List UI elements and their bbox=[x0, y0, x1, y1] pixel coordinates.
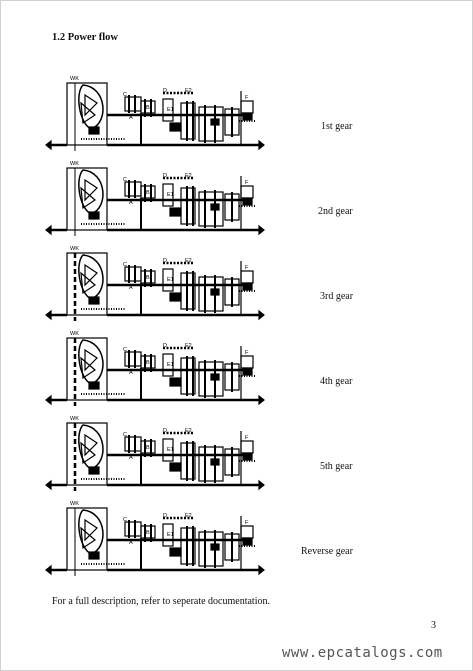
transmission-schematic bbox=[45, 411, 277, 497]
label-f: F bbox=[245, 265, 249, 271]
label-f: F bbox=[245, 95, 249, 101]
label-e1: E1 bbox=[167, 447, 174, 453]
power-flow-diagram bbox=[45, 156, 277, 242]
gear-label: 1st gear bbox=[321, 121, 353, 132]
label-f: F bbox=[245, 435, 249, 441]
label-wk: WK bbox=[70, 416, 79, 422]
label-d: D bbox=[163, 513, 167, 519]
label-e2: E2 bbox=[185, 88, 192, 94]
label-c: C bbox=[123, 347, 127, 353]
label-wk: WK bbox=[70, 161, 79, 167]
label-wk: WK bbox=[70, 501, 79, 507]
power-flow-diagram bbox=[45, 411, 277, 497]
label-e2: E2 bbox=[185, 513, 192, 519]
label-a: A bbox=[129, 200, 133, 206]
label-e1: E1 bbox=[167, 277, 174, 283]
section-title: 1.2 Power flow bbox=[52, 32, 118, 43]
gear-label: 3rd gear bbox=[320, 291, 354, 302]
page-number: 3 bbox=[431, 620, 436, 631]
power-flow-diagram bbox=[45, 326, 277, 412]
transmission-schematic bbox=[45, 496, 277, 582]
power-flow-diagram bbox=[45, 71, 277, 157]
label-f: F bbox=[245, 520, 249, 526]
label-b: B bbox=[146, 275, 150, 281]
gear-label: Reverse gear bbox=[301, 546, 353, 557]
power-flow-diagram bbox=[45, 241, 277, 327]
label-e1: E1 bbox=[167, 192, 174, 198]
label-d: D bbox=[163, 173, 167, 179]
label-f: F bbox=[245, 350, 249, 356]
label-e2: E2 bbox=[185, 343, 192, 349]
label-e2: E2 bbox=[185, 428, 192, 434]
label-b: B bbox=[146, 360, 150, 366]
label-e1: E1 bbox=[167, 362, 174, 368]
label-a: A bbox=[129, 285, 133, 291]
gear-label: 2nd gear bbox=[318, 206, 353, 217]
label-e1: E1 bbox=[167, 532, 174, 538]
label-c: C bbox=[123, 432, 127, 438]
label-wk: WK bbox=[70, 76, 79, 82]
label-wk: WK bbox=[70, 246, 79, 252]
label-d: D bbox=[163, 258, 167, 264]
label-wk: WK bbox=[70, 331, 79, 337]
transmission-schematic bbox=[45, 241, 277, 327]
label-e2: E2 bbox=[185, 173, 192, 179]
label-c: C bbox=[123, 517, 127, 523]
label-c: C bbox=[123, 92, 127, 98]
label-b: B bbox=[146, 105, 150, 111]
transmission-schematic bbox=[45, 71, 277, 157]
label-c: C bbox=[123, 177, 127, 183]
power-flow-diagram bbox=[45, 496, 277, 582]
gear-label: 4th gear bbox=[320, 376, 353, 387]
label-a: A bbox=[129, 370, 133, 376]
label-f: F bbox=[245, 180, 249, 186]
label-b: B bbox=[146, 190, 150, 196]
label-e2: E2 bbox=[185, 258, 192, 264]
watermark: www.epcatalogs.com bbox=[282, 645, 443, 661]
label-d: D bbox=[163, 88, 167, 94]
label-c: C bbox=[123, 262, 127, 268]
footnote: For a full description, refer to seperate documentation. bbox=[52, 596, 270, 607]
transmission-schematic bbox=[45, 156, 277, 242]
gear-label: 5th gear bbox=[320, 461, 353, 472]
label-a: A bbox=[129, 455, 133, 461]
label-d: D bbox=[163, 343, 167, 349]
label-b: B bbox=[146, 445, 150, 451]
label-e1: E1 bbox=[167, 107, 174, 113]
label-a: A bbox=[129, 115, 133, 121]
label-a: A bbox=[129, 540, 133, 546]
transmission-schematic bbox=[45, 326, 277, 412]
label-d: D bbox=[163, 428, 167, 434]
label-b: B bbox=[146, 530, 150, 536]
